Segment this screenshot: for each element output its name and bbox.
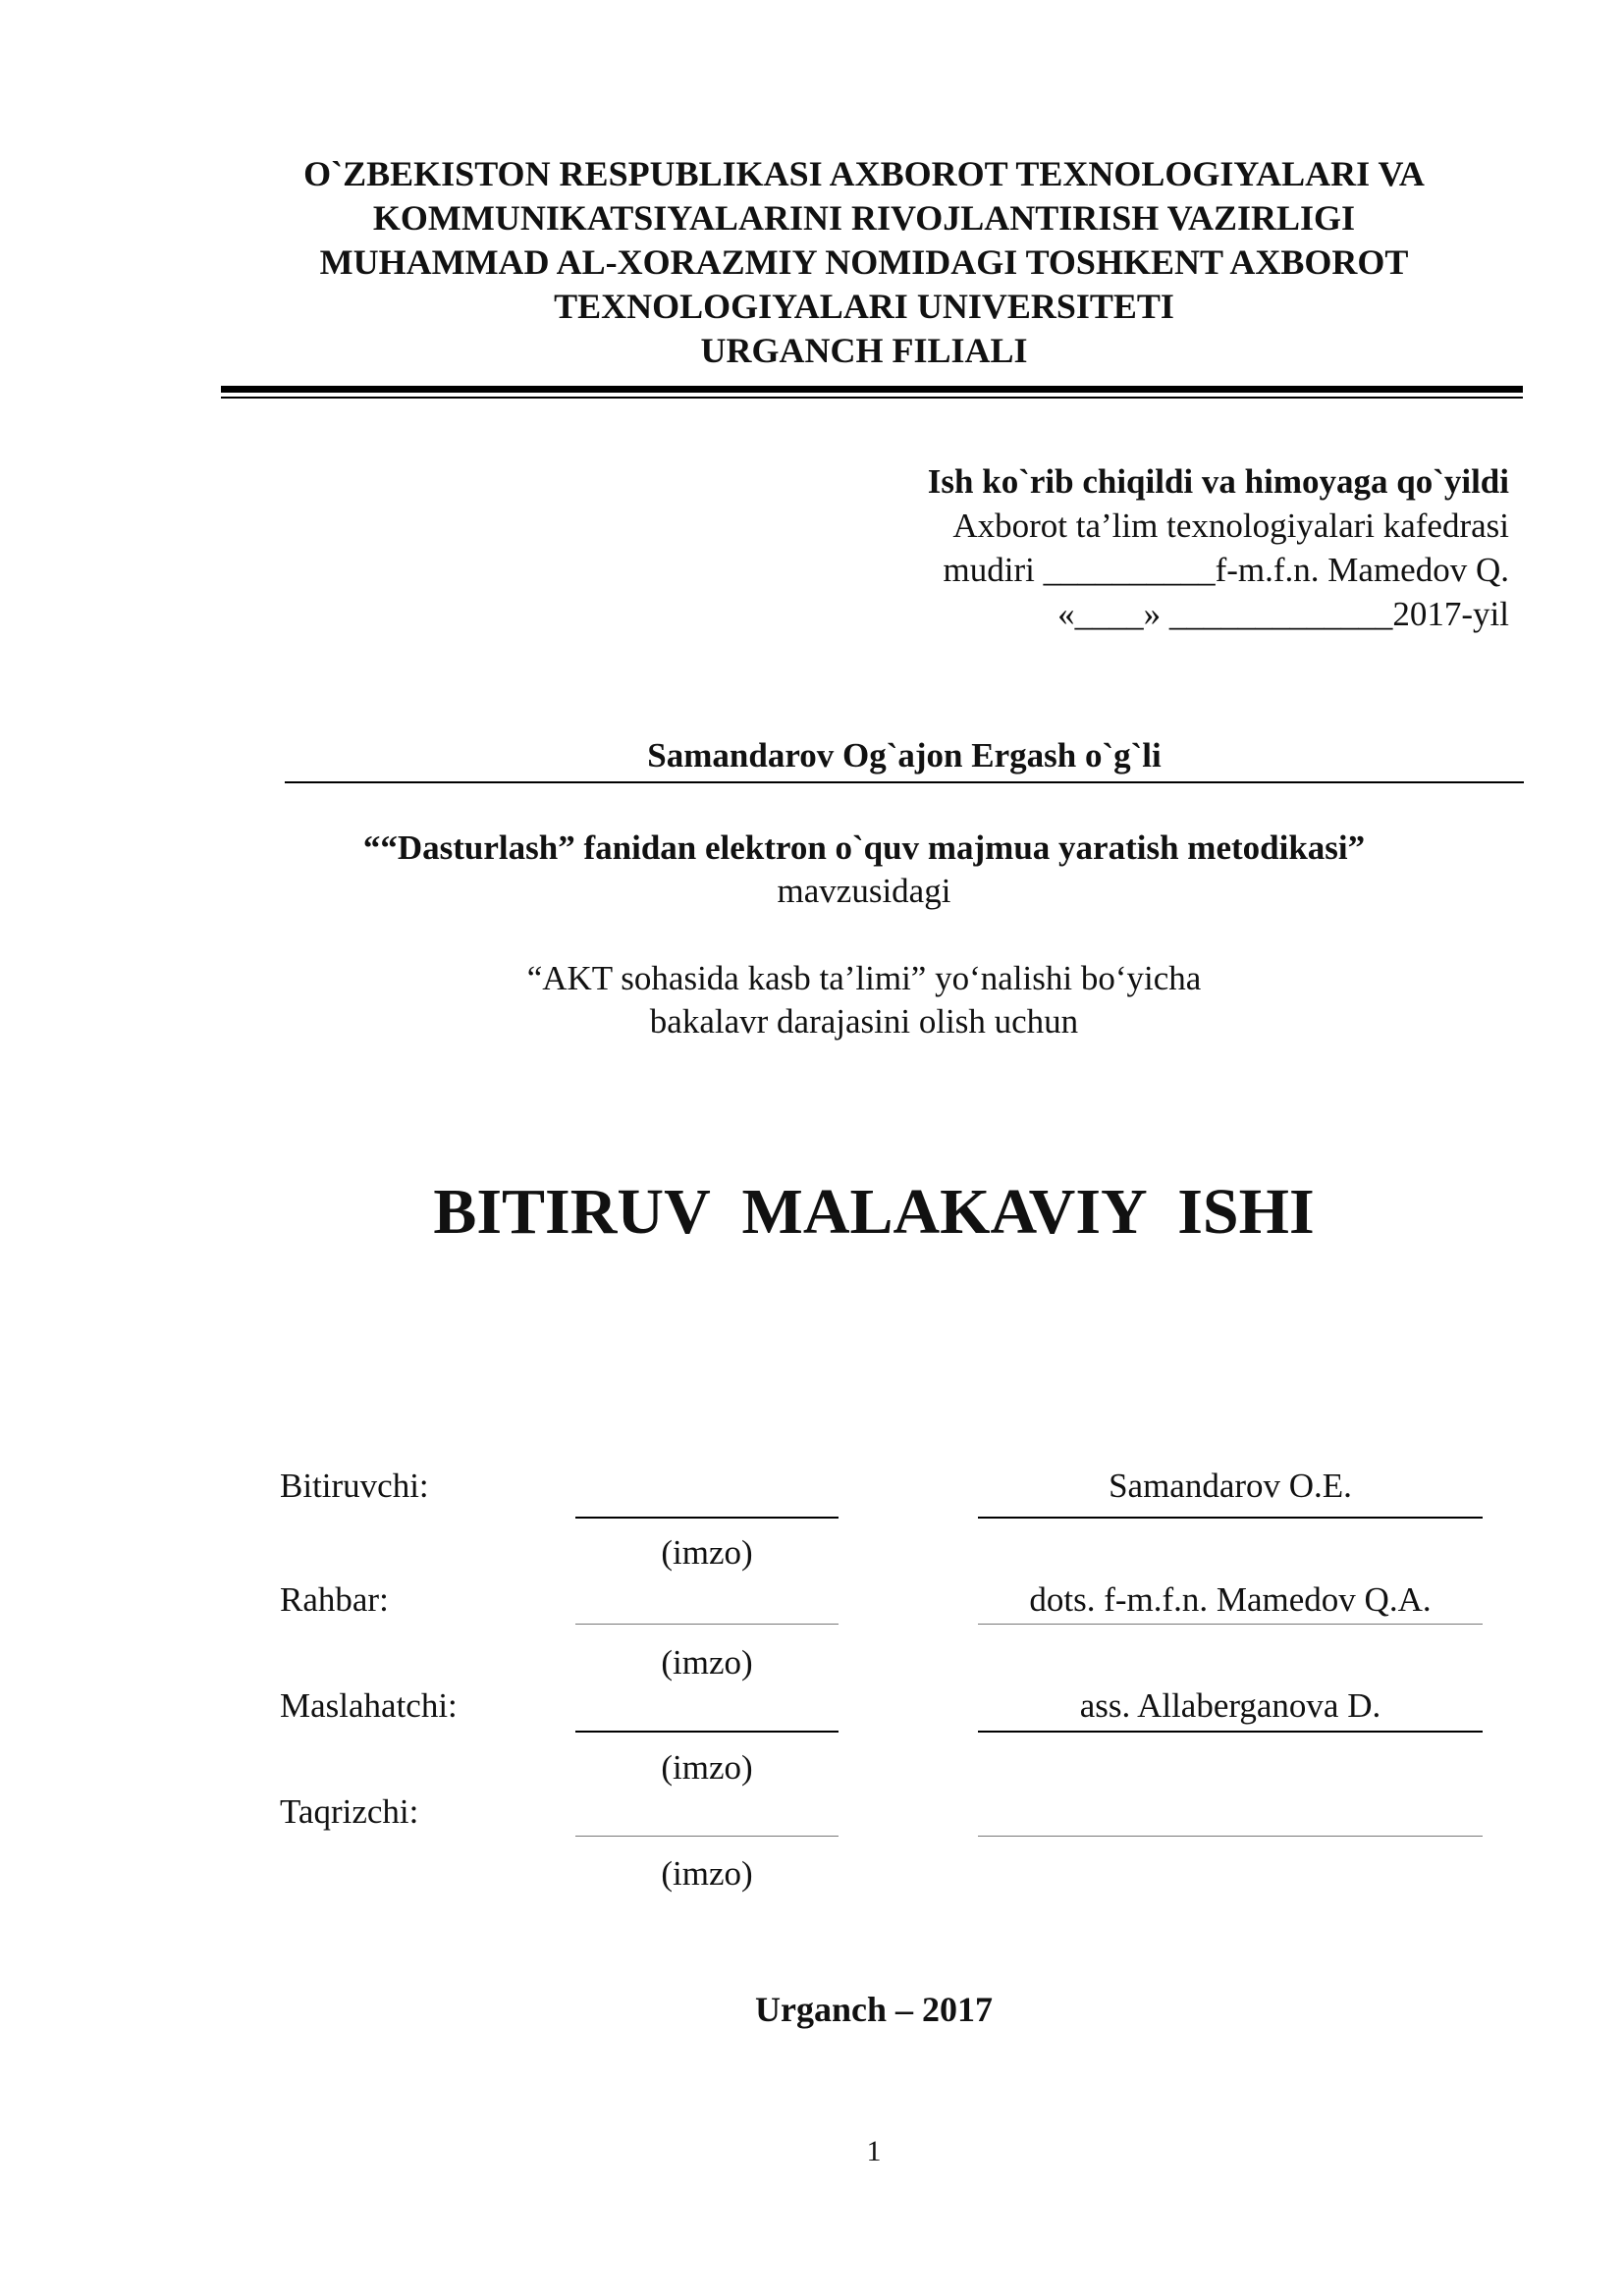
degree-line-2: bakalavr darajasini olish uchun — [649, 1002, 1079, 1041]
author-name: Samandarov Og`ajon Ergash o`g`li — [285, 734, 1524, 783]
city-year: Urganch – 2017 — [755, 1990, 993, 2029]
signature-line-supervisor — [575, 1624, 839, 1625]
role-supervisor: Rahbar: — [280, 1580, 389, 1619]
signature-line-reviewer — [575, 1836, 839, 1837]
name-line-consultant — [978, 1731, 1483, 1733]
approval-block — [928, 459, 1509, 636]
imzo-label-reviewer: (imzo) — [661, 1854, 753, 1893]
imzo-label-graduate: (imzo) — [661, 1533, 753, 1572]
name-graduate: Samandarov O.E. — [1109, 1467, 1352, 1505]
header-line-1: O`ZBEKISTON RESPUBLIKASI AXBOROT TEXNOLOGIYALARI VA — [303, 154, 1425, 193]
approval-title: Ish ko`rib chiqildi va himoyaga qo`yildi — [927, 462, 1509, 501]
role-consultant: Maslahatchi: — [280, 1686, 458, 1725]
header-line-3: MUHAMMAD AL-XORAZMIY NOMIDAGI TOSHKENT AXBOROT — [319, 242, 1409, 282]
degree-line-1: “AKT sohasida kasb ta’limi” yo‘nalishi bo‘yicha — [526, 959, 1202, 997]
name-consultant: ass. Allaberganova D. — [1079, 1686, 1381, 1725]
approval-department: Axborot ta’lim texnologiyalari kafedrasi — [952, 507, 1509, 545]
approval-date: «____» _____________2017-yil — [1057, 595, 1509, 633]
imzo-label-supervisor: (imzo) — [661, 1643, 753, 1682]
name-supervisor: dots. f-m.f.n. Mamedov Q.A. — [1029, 1580, 1432, 1619]
document-title: BITIRUV MALAKAVIY ISHI — [433, 1176, 1315, 1248]
name-line-supervisor — [978, 1624, 1483, 1625]
imzo-label-consultant: (imzo) — [661, 1748, 753, 1787]
topic-suffix: mavzusidagi — [777, 872, 951, 910]
header-line-5: URGANCH FILIALI — [700, 331, 1028, 370]
header-line-2: KOMMUNIKATSIYALARINI RIVOJLANTIRISH VAZIRLIGI — [372, 198, 1356, 238]
name-line-graduate — [978, 1517, 1483, 1519]
header-divider-thick — [221, 386, 1523, 393]
topic-title: ““Dasturlash” fanidan elektron o`quv majmua yaratish metodikasi” — [362, 828, 1366, 867]
approval-head: mudiri __________f-m.f.n. Mamedov Q. — [943, 551, 1509, 589]
thesis-topic — [221, 827, 1507, 913]
role-reviewer: Taqrizchi: — [280, 1792, 419, 1831]
signature-line-consultant — [575, 1731, 839, 1733]
degree-info — [221, 957, 1507, 1043]
header-line-4: TEXNOLOGIYALARI UNIVERSITETI — [554, 287, 1174, 326]
name-line-reviewer — [978, 1836, 1483, 1837]
header-divider-thin — [221, 397, 1523, 399]
signature-line-graduate — [575, 1517, 839, 1519]
role-graduate: Bitiruvchi: — [280, 1467, 429, 1505]
page-number: 1 — [866, 2135, 882, 2167]
institution-header — [221, 152, 1507, 373]
